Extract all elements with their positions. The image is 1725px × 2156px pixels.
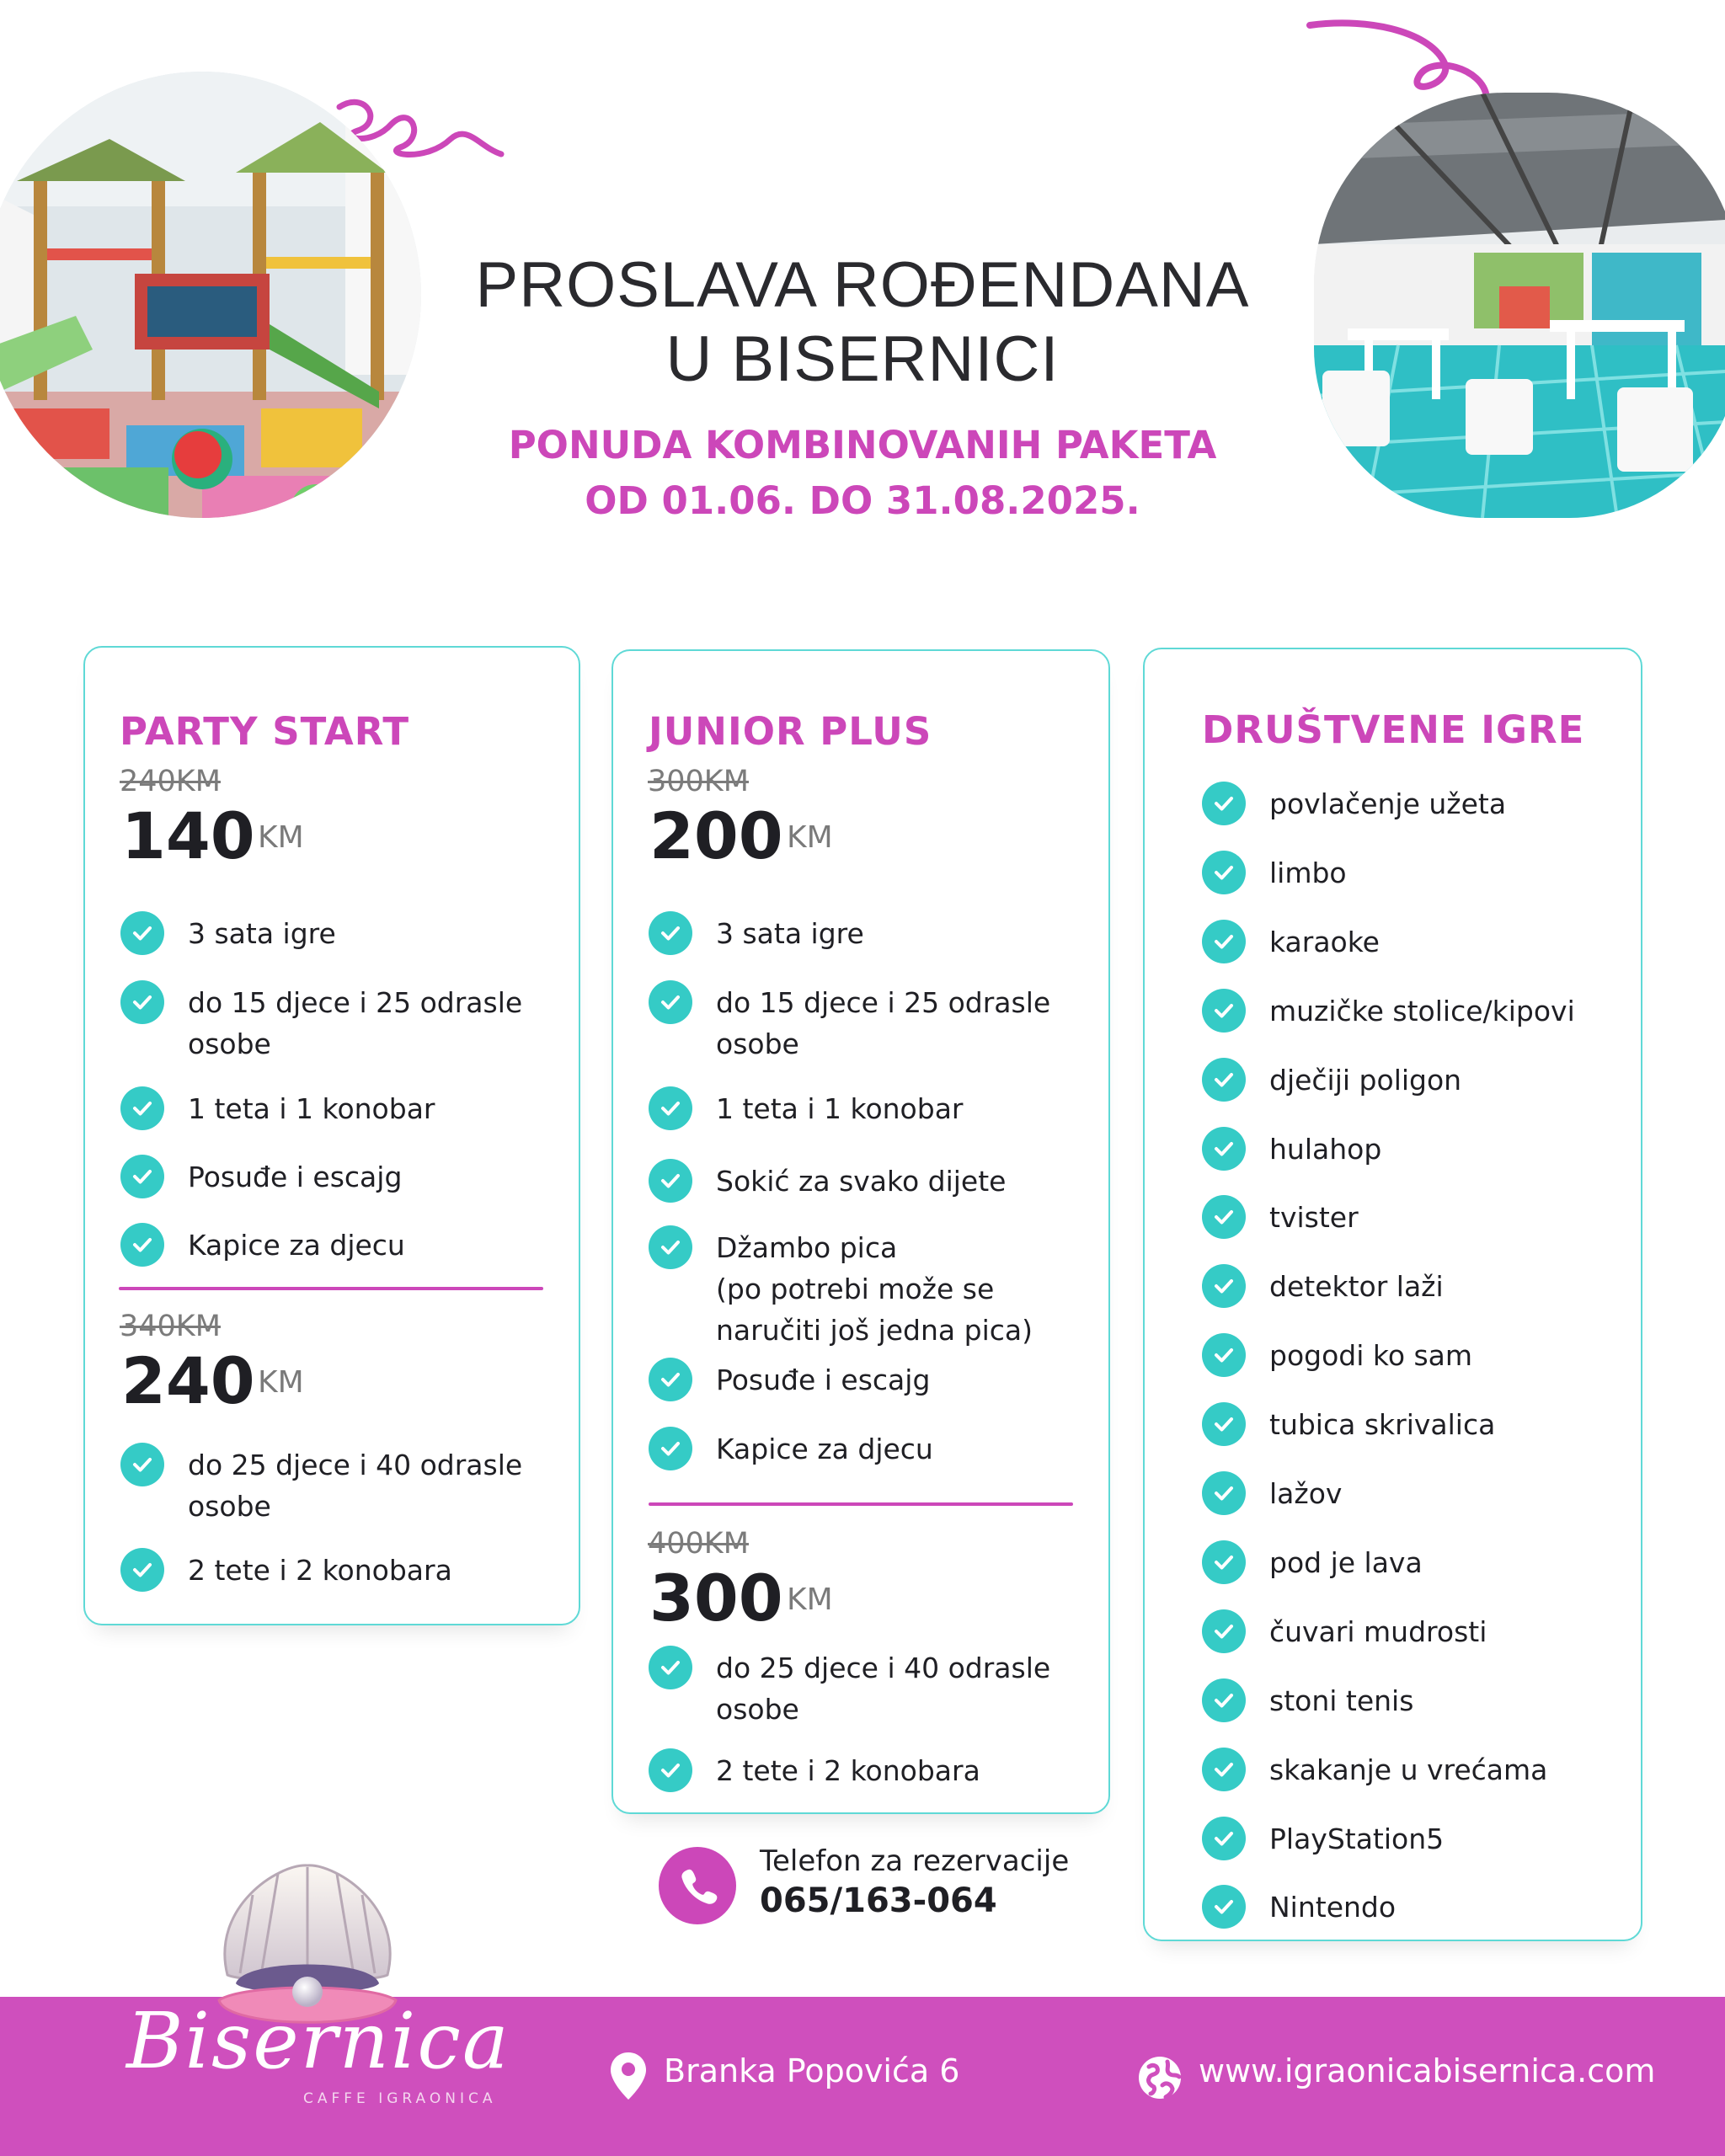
list-item	[649, 1646, 1050, 1730]
item-text: Posuđe i escajg	[716, 1364, 931, 1396]
list-item	[649, 1225, 1033, 1351]
title-line-2: U BISERNICI	[665, 323, 1060, 395]
item-text: 1 teta i 1 konobar	[188, 1092, 435, 1125]
list-item	[649, 980, 1050, 1065]
check-icon	[120, 1548, 164, 1592]
subtitle-line-1: PONUDA KOMBINOVANIH PAKETA	[508, 423, 1217, 467]
list-item	[649, 1159, 1006, 1203]
old-price: 340KM	[120, 1310, 221, 1343]
list-item	[120, 1155, 402, 1198]
list-item	[1202, 1402, 1495, 1446]
check-icon	[1202, 1127, 1246, 1171]
logo-text: Bisernica	[126, 1996, 510, 2086]
check-icon	[1202, 1471, 1246, 1515]
check-icon	[120, 980, 164, 1024]
item-text: muzičke stolice/kipovi	[1269, 995, 1575, 1027]
check-icon	[649, 1748, 692, 1792]
item-text: Kapice za djecu	[716, 1433, 933, 1465]
item-text: tubica skrivalica	[1269, 1408, 1496, 1441]
price-unit: KM	[787, 1582, 833, 1617]
list-item	[1202, 989, 1575, 1033]
item-text: limbo	[1269, 857, 1347, 889]
item-text: 2 tete i 2 konobara	[188, 1554, 452, 1587]
globe-icon	[1137, 2055, 1183, 2100]
item-text: 3 sata igre	[716, 917, 864, 950]
list-item	[1202, 782, 1506, 825]
list-item	[1202, 1127, 1381, 1171]
phone-icon[interactable]	[659, 1847, 736, 1924]
check-icon	[1202, 1748, 1246, 1791]
check-icon	[1202, 1333, 1246, 1377]
phone-number[interactable]: 065/163-064	[760, 1881, 997, 1920]
check-icon	[120, 1086, 164, 1130]
item-text: 2 tete i 2 konobara	[716, 1754, 980, 1787]
list-item	[1202, 851, 1347, 894]
price: 300	[649, 1561, 783, 1636]
list-item	[120, 911, 336, 955]
check-icon	[649, 1086, 692, 1130]
item-text: hulahop	[1269, 1133, 1382, 1166]
check-icon	[1202, 920, 1246, 963]
check-icon	[1202, 1609, 1246, 1653]
subtitle-line-2: OD 01.06. DO 31.08.2025.	[585, 478, 1140, 523]
item-text: karaoke	[1269, 926, 1380, 958]
check-icon	[649, 980, 692, 1024]
price: 240	[121, 1343, 255, 1418]
old-price: 400KM	[648, 1527, 749, 1561]
item-text: Nintendo	[1269, 1891, 1397, 1924]
item-text: detektor laži	[1269, 1270, 1444, 1303]
item-text: 1 teta i 1 konobar	[716, 1092, 964, 1125]
item-text: stoni tenis	[1269, 1684, 1414, 1717]
list-item	[1202, 1885, 1396, 1929]
list-item	[649, 1427, 933, 1470]
list-item	[120, 1223, 405, 1267]
check-icon	[1202, 1195, 1246, 1239]
list-item	[649, 1086, 964, 1130]
check-icon	[1202, 1264, 1246, 1308]
title-line-1: PROSLAVA ROĐENDANA	[475, 249, 1250, 321]
package-title: JUNIOR PLUS	[649, 709, 932, 754]
list-item	[649, 1358, 930, 1401]
page-title	[0, 248, 1725, 397]
price-unit: KM	[787, 820, 833, 855]
check-icon	[1202, 1058, 1246, 1102]
logo-subtext: CAFFE IGRAONICA	[303, 2090, 497, 2107]
list-item	[1202, 1609, 1487, 1653]
check-icon	[649, 911, 692, 955]
price: 200	[649, 798, 783, 873]
list-item	[1202, 1540, 1423, 1584]
item-text: skakanje u vrećama	[1269, 1753, 1548, 1786]
divider	[649, 1502, 1073, 1506]
item-text: do 15 djece i 25 odrasle osobe	[188, 986, 523, 1060]
website-link[interactable]: www.igraonicabisernica.com	[1199, 2052, 1656, 2089]
item-text: tvister	[1269, 1201, 1359, 1234]
list-item	[649, 911, 864, 955]
old-price: 240KM	[120, 765, 221, 798]
page-subtitle	[0, 418, 1725, 529]
check-icon	[1202, 1817, 1246, 1860]
list-item	[120, 1443, 522, 1527]
check-icon	[649, 1427, 692, 1470]
list-item	[120, 1086, 435, 1130]
check-icon	[1202, 851, 1246, 894]
check-icon	[120, 911, 164, 955]
list-item	[1202, 1195, 1359, 1239]
item-text: dječiji poligon	[1269, 1064, 1462, 1097]
item-text: Sokić za svako dijete	[716, 1165, 1007, 1198]
package-title: PARTY START	[120, 709, 410, 754]
item-text: lažov	[1269, 1477, 1343, 1510]
check-icon	[1202, 989, 1246, 1033]
item-text: 3 sata igre	[188, 917, 336, 950]
price: 140	[121, 798, 255, 873]
divider	[119, 1287, 543, 1290]
old-price: 300KM	[648, 765, 749, 798]
check-icon	[649, 1159, 692, 1203]
list-item	[1202, 1817, 1444, 1860]
footer-address: Branka Popovića 6	[664, 2052, 960, 2089]
item-text: do 15 djece i 25 odrasle osobe	[716, 986, 1051, 1060]
games-title: DRUŠTVENE IGRE	[1202, 707, 1585, 752]
item-text: pogodi ko sam	[1269, 1339, 1473, 1372]
item-text: Posuđe i escajg	[188, 1161, 403, 1193]
item-text: PlayStation5	[1269, 1822, 1445, 1855]
item-text: Kapice za djecu	[188, 1229, 405, 1262]
item-text: povlačenje užeta	[1269, 787, 1507, 820]
check-icon	[1202, 782, 1246, 825]
check-icon	[649, 1646, 692, 1689]
price-unit: KM	[258, 820, 304, 855]
check-icon	[1202, 1885, 1246, 1929]
list-item	[1202, 920, 1380, 963]
list-item	[120, 1548, 452, 1592]
item-text: čuvari mudrosti	[1269, 1615, 1487, 1648]
check-icon	[649, 1358, 692, 1401]
check-icon	[120, 1443, 164, 1486]
check-icon	[120, 1223, 164, 1267]
check-icon	[1202, 1540, 1246, 1584]
phone-label: Telefon za rezervacije	[760, 1844, 1070, 1878]
check-icon	[1202, 1402, 1246, 1446]
location-pin-icon	[608, 2051, 649, 2101]
list-item	[1202, 1264, 1444, 1308]
price-unit: KM	[258, 1365, 304, 1400]
list-item	[1202, 1471, 1342, 1515]
check-icon	[120, 1155, 164, 1198]
item-text: do 25 djece i 40 odrasle osobe	[716, 1652, 1051, 1726]
check-icon	[649, 1225, 692, 1269]
list-item	[120, 980, 522, 1065]
item-text: pod je lava	[1269, 1546, 1423, 1579]
list-item	[1202, 1058, 1461, 1102]
list-item	[649, 1748, 980, 1792]
check-icon	[1202, 1678, 1246, 1722]
list-item	[1202, 1678, 1413, 1722]
item-text: Džambo pica (po potrebi može se naručiti još jedna pica)	[716, 1231, 1033, 1347]
list-item	[1202, 1748, 1547, 1791]
item-text: do 25 djece i 40 odrasle osobe	[188, 1449, 523, 1523]
list-item	[1202, 1333, 1472, 1377]
